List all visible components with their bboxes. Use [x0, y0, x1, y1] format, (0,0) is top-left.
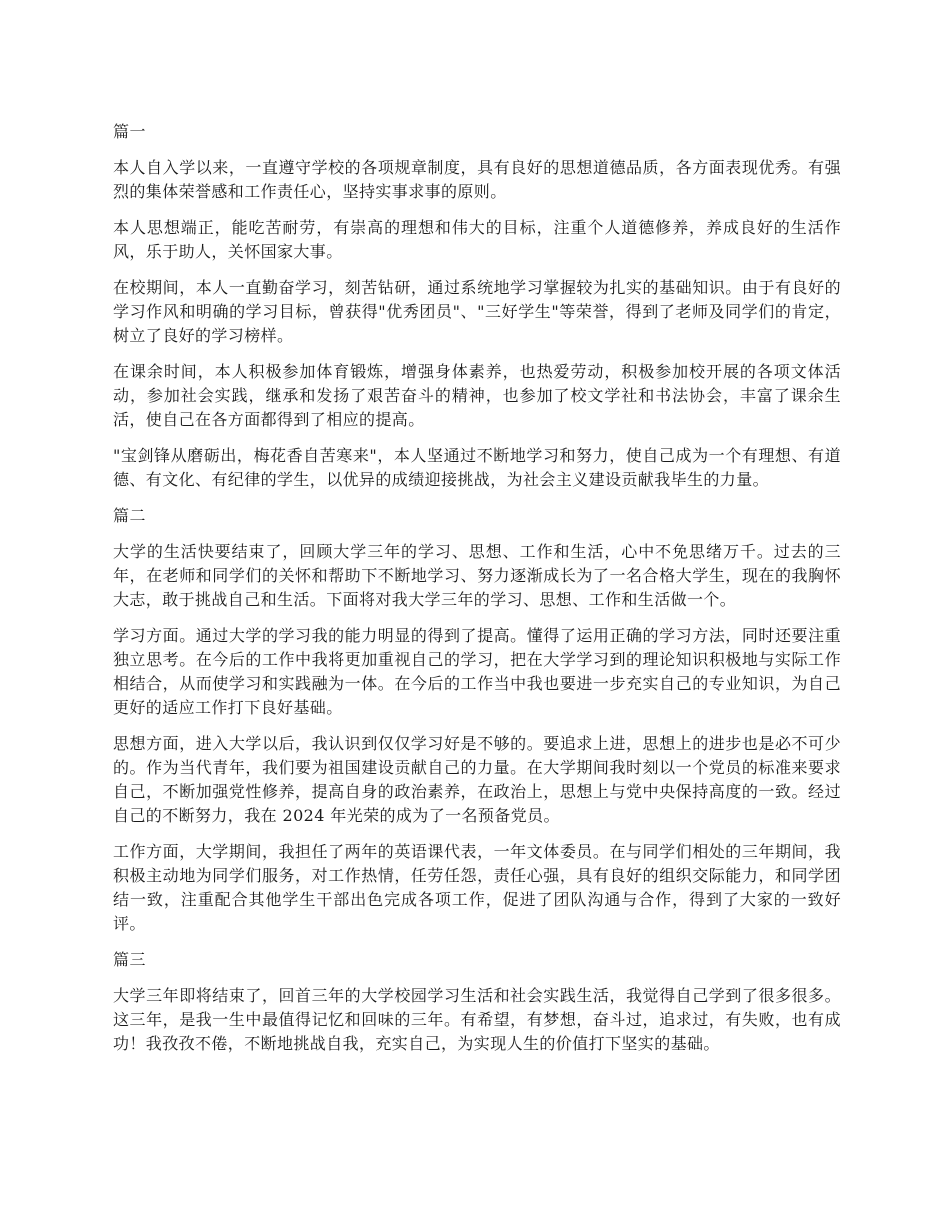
section-heading-2: 篇二 — [113, 506, 147, 525]
paragraph: 本人思想端正，能吃苦耐劳，有崇高的理想和伟大的目标，注重个人道德修养，养成良好的生活作风，乐于助人，关怀国家大事。 — [113, 218, 841, 261]
section-heading-1: 篇一 — [113, 122, 147, 141]
document-page — [113, 120, 841, 1068]
section-heading-3: 篇三 — [113, 950, 147, 969]
paragraph: 本人自入学以来，一直遵守学校的各项规章制度，具有良好的思想道德品质，各方面表现优秀。有强烈的集体荣誉感和工作责任心，坚持实事求事的原则。 — [113, 158, 841, 201]
paragraph: 在课余时间，本人积极参加体育锻炼，增强身体素养，也热爱劳动，积极参加校开展的各项文体活动，参加社会实践，继承和发扬了艰苦奋斗的精神，也参加了校文学社和书法协会，丰富了课余生活，使自己在各方面都得到了相应的提高。 — [113, 362, 841, 429]
paragraph: 学习方面。通过大学的学习我的能力明显的得到了提高。懂得了运用正确的学习方法，同时还要注重独立思考。在今后的工作中我将更加重视自己的学习，把在大学学习到的理论知识积极地与实际工作相结合，从而使学习和实践融为一体。在今后的工作当中我也要进一步充实自己的专业知识，为自己更好的适应工作打下良好基础。 — [113, 626, 841, 717]
paragraph: 在校期间，本人一直勤奋学习，刻苦钻研，通过系统地学习掌握较为扎实的基础知识。由于有良好的学习作风和明确的学习目标，曾获得"优秀团员"、"三好学生"等荣誉，得到了老师及同学们的肯定，树立了良好的学习榜样。 — [113, 278, 841, 345]
paragraph: 大学三年即将结束了，回首三年的大学校园学习生活和社会实践生活，我觉得自己学到了很多很多。这三年，是我一生中最值得记忆和回味的三年。有希望，有梦想，奋斗过，追求过，有失败，也有成功！我孜孜不倦，不断地挑战自我，充实自己，为实现人生的价值打下坚实的基础。 — [113, 986, 841, 1053]
paragraph: "宝剑锋从磨砺出，梅花香自苦寒来"，本人坚通过不断地学习和努力，使自己成为一个有理想、有道德、有文化、有纪律的学生，以优异的成绩迎接挑战，为社会主义建设贡献我毕生的力量。 — [113, 446, 841, 489]
paragraph: 工作方面，大学期间，我担任了两年的英语课代表，一年文体委员。在与同学们相处的三年期间，我积极主动地为同学们服务，对工作热情，任劳任怨，责任心强，具有良好的组织交际能力，和同学团结一致，注重配合其他学生干部出色完成各项工作，促进了团队沟通与合作，得到了大家的一致好评。 — [113, 842, 841, 933]
paragraph: 大学的生活快要结束了，回顾大学三年的学习、思想、工作和生活，心中不免思绪万千。过去的三年，在老师和同学们的关怀和帮助下不断地学习、努力逐渐成长为了一名合格大学生，现在的我胸怀大志，敢于挑战自己和生活。下面将对我大学三年的学习、思想、工作和生活做一个。 — [113, 542, 841, 609]
paragraph: 思想方面，进入大学以后，我认识到仅仅学习好是不够的。要追求上进，思想上的进步也是必不可少的。作为当代青年，我们要为祖国建设贡献自己的力量。在大学期间我时刻以一个党员的标准来要求自己，不断加强党性修养，提高自身的政治素养，在政治上，思想上与党中央保持高度的一致。经过自己的不断努力，我在 2024 年光荣的成为了一名预备党员。 — [113, 734, 841, 825]
